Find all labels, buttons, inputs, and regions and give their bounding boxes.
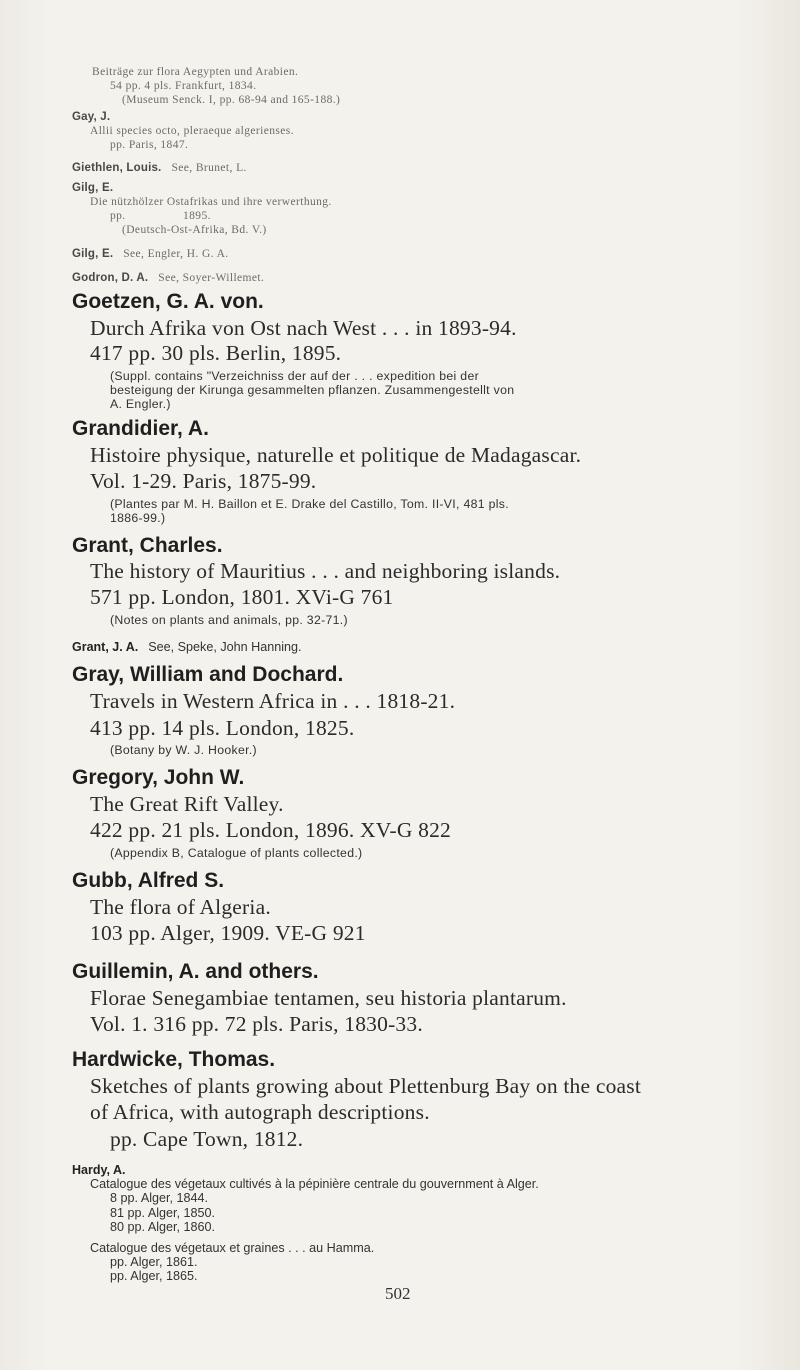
entry-text: (Deutsch-Ost-Afrika, Bd. V.) [122,224,267,236]
entry-author: Gray, William and Dochard. [72,663,344,686]
page-number: 502 [385,1284,411,1303]
entry-author: Gilg, E. [72,182,114,194]
entry-text: pp. Alger, 1861. [110,1255,198,1269]
entry-see: See, Engler, H. G. A. [123,248,229,260]
entry-text: 8 pp. Alger, 1844. [110,1191,209,1205]
entry-author: Guillemin, A. and others. [72,960,319,983]
entry-note: besteigung der Kirunga gesammelten pflanzen. Zusammengestellt von [110,383,515,397]
entry-imprint: 413 pp. 14 pls. London, 1825. [90,716,355,740]
entry-text: 81 pp. Alger, 1850. [110,1206,216,1220]
entry-author: Gregory, John W. [72,766,245,789]
entry-imprint: 417 pp. 30 pls. Berlin, 1895. [90,341,342,365]
entry-imprint: Vol. 1. 316 pp. 72 pls. Paris, 1830-33. [90,1012,423,1036]
entry-text: pp. Alger, 1865. [110,1269,198,1283]
entry-text: 54 pp. 4 pls. Frankfurt, 1834. [110,80,257,92]
entry-text: Beiträge zur flora Aegypten und Arabien. [92,66,299,78]
entry-text: Allii species octo, pleraeque algerienses. [90,125,294,137]
entry-text: Catalogue des végetaux cultivés à la pépinière centrale du gouvernment à Alger. [90,1177,539,1191]
entry-imprint: Vol. 1-29. Paris, 1875-99. [90,469,317,493]
entry-see: See, Speke, John Hanning. [148,640,302,654]
entry-imprint: pp. Cape Town, 1812. [110,1127,304,1151]
entry-note: (Appendix B, Catalogue of plants collected.) [110,846,363,860]
entry-see: See, Brunet, L. [171,162,247,174]
entry-see: See, Soyer-Willemet. [158,272,265,284]
entry-author: Giethlen, Louis. [72,162,162,174]
entry-author: Grant, Charles. [72,534,223,557]
entry-title: The Great Rift Valley. [90,792,284,816]
entry-text: pp. [110,210,126,222]
entry-imprint: 103 pp. Alger, 1909. VE-G 921 [90,921,366,945]
entry-author: Goetzen, G. A. von. [72,290,264,313]
entry-author: Hardy, A. [72,1163,126,1177]
entry-author: Hardwicke, Thomas. [72,1048,276,1071]
entry-note: (Notes on plants and animals, pp. 32-71.) [110,613,348,627]
entry-author: Grandidier, A. [72,417,209,440]
entry-title: The history of Mauritius . . . and neighboring islands. [90,559,561,583]
entry-author: Gilg, E. [72,248,114,260]
entry-title: Durch Afrika von Ost nach West . . . in 1893-94. [90,316,517,340]
entry-author: Godron, D. A. [72,272,149,284]
entry-author: Gubb, Alfred S. [72,869,225,892]
entry-author: Grant, J. A. [72,640,139,654]
entry-imprint: 422 pp. 21 pls. London, 1896. XV-G 822 [90,818,451,842]
entry-title: Sketches of plants growing about Plettenburg Bay on the coast [90,1074,642,1098]
entry-author: Gay, J. [72,111,111,123]
entry-text: Catalogue des végetaux et graines . . . au Hamma. [90,1241,375,1255]
entry-note: (Botany by W. J. Hooker.) [110,743,257,757]
entry-text: 80 pp. Alger, 1860. [110,1220,216,1234]
entry-title: of Africa, with autograph descriptions. [90,1100,430,1124]
entry-crossref [72,158,247,176]
entry-title: Histoire physique, naturelle et politique de Madagascar. [90,443,582,467]
entry-note: 1886-99.) [110,511,166,525]
entry-imprint: 571 pp. London, 1801. XVi-G 761 [90,585,394,609]
entry-text: (Museum Senck. I, pp. 68-94 and 165-188.) [122,94,341,106]
entry-note: (Suppl. contains "Verzeichniss der auf der . . . expedition bei der [110,369,479,383]
entry-crossref [72,638,302,656]
entry-crossref [72,244,229,262]
entry-title: Florae Senegambiae tentamen, seu historia plantarum. [90,986,567,1010]
entry-note: A. Engler.) [110,397,171,411]
entry-title: Travels in Western Africa in . . . 1818-21. [90,689,456,713]
entry-note: (Plantes par M. H. Baillon et E. Drake del Castillo, Tom. II-VI, 481 pls. [110,497,509,511]
entry-text: 1895. [183,210,211,222]
entry-title: The flora of Algeria. [90,895,271,919]
entry-text: Die nützhölzer Ostafrikas und ihre verwerthung. [90,196,332,208]
entry-text: pp. Paris, 1847. [110,139,189,151]
entry-crossref [72,268,264,286]
